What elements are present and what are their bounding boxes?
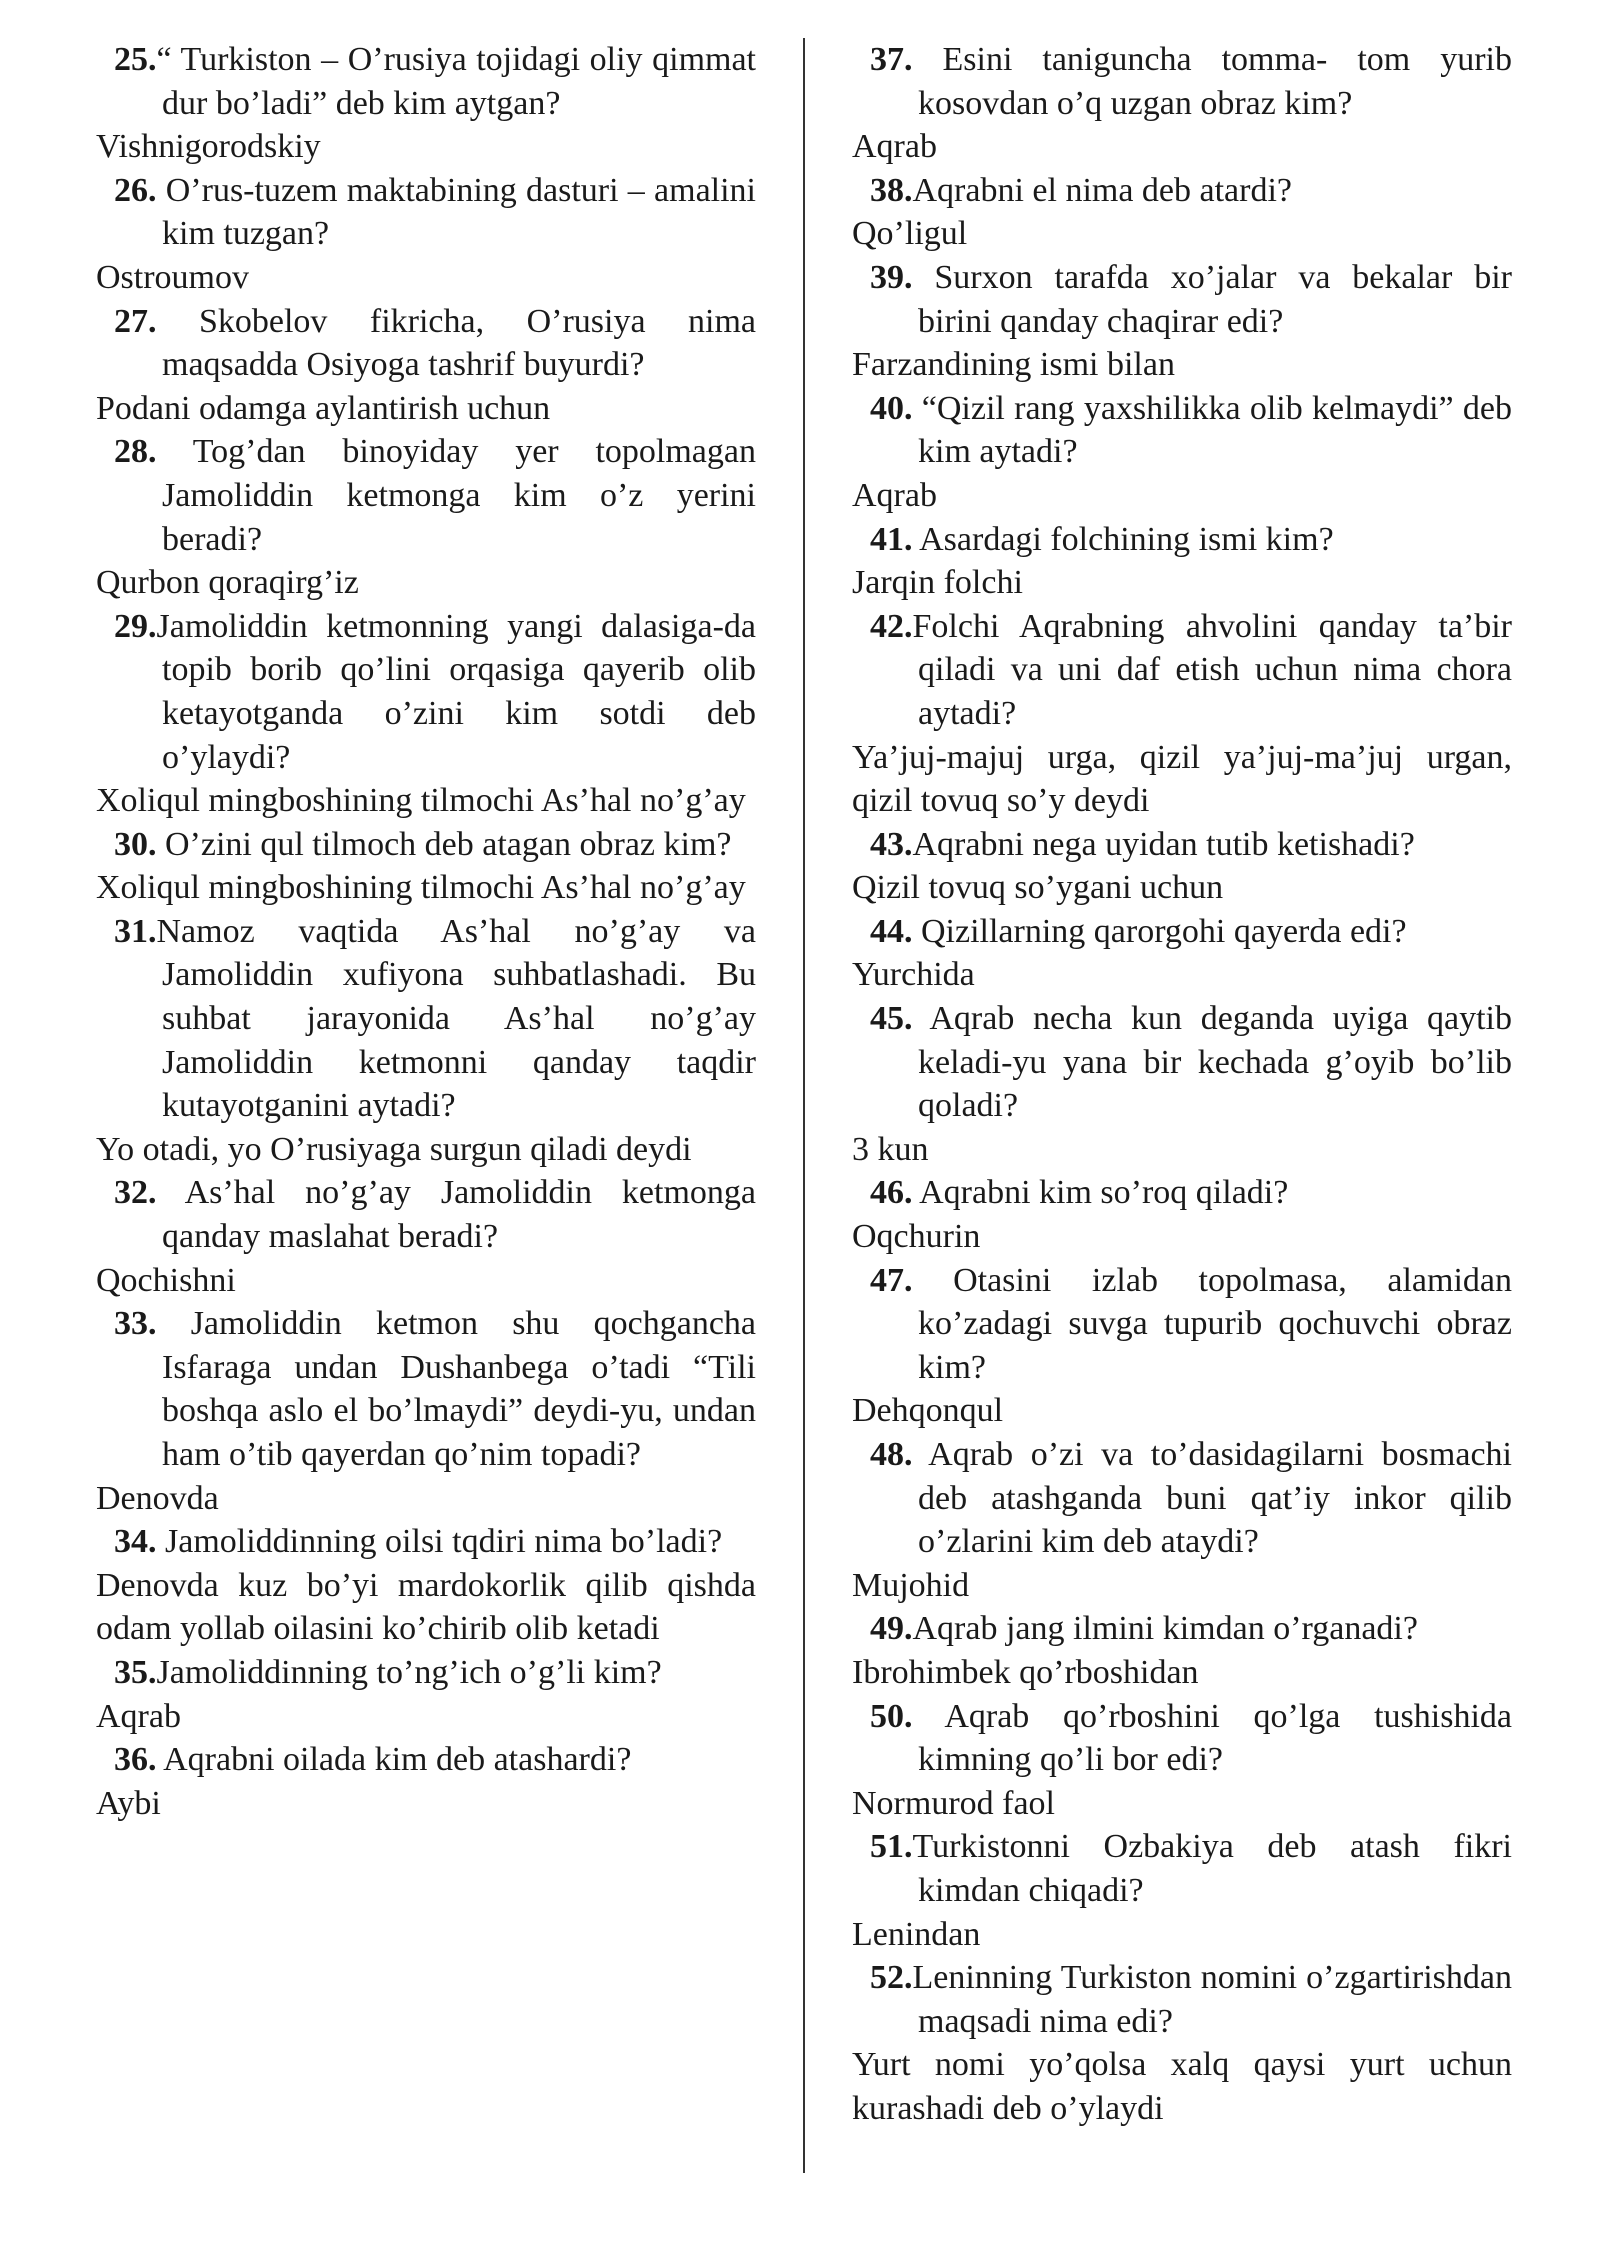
question-text: Aqrab necha kun deganda uyiga qaytib keladi-yu yana bir kechada g’oyib bo’lib qoladi?	[912, 1000, 1512, 1125]
question-number: 48.	[870, 1436, 913, 1473]
question	[852, 256, 1512, 343]
question-text: As’hal no’g’ay Jamoliddin ketmonga qanday maslahat beradi?	[156, 1174, 756, 1256]
qa-item-33	[96, 1302, 756, 1520]
question-text: Otasini izlab topolmasa, alamidan ko’zadagi suvga tupurib qochuvchi obraz kim?	[912, 1261, 1512, 1386]
answer: Dehqonqul	[852, 1392, 1004, 1430]
question	[852, 518, 1512, 562]
question-text: Qizillarning qarorgohi qayerda edi?	[912, 912, 1407, 950]
qa-item-38	[852, 169, 1512, 256]
answer: Yurchida	[852, 956, 975, 994]
answer: Ibrohimbek qo’rboshidan	[852, 1653, 1199, 1691]
qa-item-44	[852, 910, 1512, 997]
question-number: 49.	[870, 1610, 913, 1648]
question	[96, 1738, 756, 1782]
question-number: 47.	[870, 1261, 913, 1299]
qa-item-31	[96, 910, 756, 1172]
question	[96, 1651, 756, 1695]
question-number: 38.	[870, 171, 913, 209]
answer: Oqchurin	[852, 1218, 981, 1256]
question-number: 25.	[114, 41, 157, 78]
question-text: Aqrabni oilada kim deb atashardi?	[156, 1741, 632, 1779]
qa-item-51	[852, 1825, 1512, 1956]
answer: Normurod faol	[852, 1784, 1056, 1822]
qa-item-47	[852, 1259, 1512, 1433]
answer: Vishnigorodskiy	[96, 128, 321, 166]
question-number: 50.	[870, 1697, 913, 1735]
answer: Xoliqul mingboshining tilmochi As’hal no’g’ay	[96, 869, 746, 907]
question-number: 27.	[114, 302, 157, 340]
question-number: 40.	[870, 389, 913, 427]
question-text: O’rus-tuzem maktabining dasturi – amalini kim tuzgan?	[156, 171, 756, 253]
column-divider	[803, 38, 805, 2173]
answer: Aqrab	[96, 1697, 181, 1735]
question-text: Aqrabni el nima deb atardi?	[912, 171, 1293, 209]
question-text: Asardagi folchining ismi kim?	[912, 520, 1334, 558]
question-number: 44.	[870, 912, 913, 950]
question-number: 35.	[114, 1653, 157, 1691]
answer: Qochishni	[96, 1261, 236, 1299]
question-number: 42.	[870, 607, 913, 645]
answer: Ya’juj-majuj urga, qizil ya’juj-ma’juj urgan, qizil tovuq so’y deydi	[852, 738, 1512, 820]
answer: Yurt nomi yo’qolsa xalq qaysi yurt uchun kurashadi deb o’ylaydi	[852, 2046, 1512, 2127]
question	[96, 38, 756, 125]
question-text: Aqrab o’zi va to’dasidagilarni bosmachi deb atashganda buni qat’iy inkor qilib o’zlarini kim deb ataydi?	[912, 1436, 1512, 1561]
qa-item-43	[852, 823, 1512, 910]
question-text: Folchi Aqrabning ahvolini qanday ta’bir qiladi va uni daf etish uchun nima chora aytadi?	[912, 607, 1512, 732]
question-text: Jamoliddin ketmon shu qochgancha Isfaraga undan Dushanbega o’tadi “Tili boshqa aslo el bo’lmaydi” deydi-yu, undan ham o’tib qayerdan qo’nim topadi?	[156, 1305, 756, 1473]
answer: Jarqin folchi	[852, 564, 1023, 602]
answer: Qo’ligul	[852, 215, 968, 253]
question-number: 32.	[114, 1174, 157, 1212]
question	[852, 387, 1512, 474]
question-text: Aqrabni nega uyidan tutib ketishadi?	[912, 825, 1415, 863]
question-number: 51.	[870, 1828, 913, 1866]
question-number: 33.	[114, 1305, 157, 1343]
answer: Denovda kuz bo’yi mardokorlik qilib qishda odam yollab oilasini ko’chirib olib ketadi	[96, 1566, 756, 1648]
question-text: Aqrab qo’rboshini qo’lga tushishida kimning qo’li bor edi?	[912, 1697, 1512, 1779]
question	[852, 169, 1512, 213]
question-number: 30.	[114, 825, 157, 863]
answer: Aqrab	[852, 128, 937, 166]
question-number: 29.	[114, 607, 157, 645]
qa-item-32	[96, 1171, 756, 1302]
answer: 3 kun	[852, 1130, 929, 1168]
question	[852, 997, 1512, 1128]
qa-item-39	[852, 256, 1512, 387]
question	[96, 823, 756, 867]
question-text: Aqrab jang ilmini kimdan o’rganadi?	[912, 1610, 1418, 1648]
answer: Mujohid	[852, 1566, 970, 1604]
question-text: Surxon tarafda xo’jalar va bekalar bir birini qanday chaqirar edi?	[912, 258, 1512, 340]
question-number: 37.	[870, 41, 913, 78]
qa-item-41	[852, 518, 1512, 605]
question	[96, 910, 756, 1128]
question	[852, 910, 1512, 954]
answer: Denovda	[96, 1479, 219, 1517]
question-number: 36.	[114, 1741, 157, 1779]
question	[96, 300, 756, 387]
question-text: Skobelov fikricha, O’rusiya nima maqsadda Osiyoga tashrif buyurdi?	[156, 302, 756, 384]
answer: Lenindan	[852, 1915, 981, 1953]
question	[96, 430, 756, 561]
question	[852, 38, 1512, 125]
question	[852, 1607, 1512, 1651]
question-number: 39.	[870, 258, 913, 296]
question-text: “Qizil rang yaxshilikka olib kelmaydi” deb kim aytadi?	[912, 389, 1512, 471]
question-text: O’zini qul tilmoch deb atagan obraz kim?	[156, 825, 732, 863]
question-number: 34.	[114, 1523, 157, 1561]
question	[852, 1259, 1512, 1390]
answer: Aqrab	[852, 476, 937, 514]
answer: Aybi	[96, 1784, 161, 1822]
qa-item-50	[852, 1695, 1512, 1826]
answer: Qizil tovuq so’ygani uchun	[852, 869, 1224, 907]
left-column	[96, 38, 756, 1825]
question-text: Jamoliddinning oilsi tqdiri nima bo’ladi?	[156, 1523, 723, 1561]
answer: Ostroumov	[96, 258, 249, 296]
qa-item-28	[96, 430, 756, 604]
question-number: 45.	[870, 1000, 913, 1038]
question-number: 26.	[114, 171, 157, 209]
qa-item-35	[96, 1651, 756, 1738]
answer: Qurbon qoraqirg’iz	[96, 564, 359, 602]
question	[96, 1520, 756, 1564]
question-number: 41.	[870, 520, 913, 558]
qa-item-46	[852, 1171, 1512, 1258]
question-text: Leninning Turkiston nomini o’zgartirishdan maqsadi nima edi?	[912, 1959, 1512, 2040]
qa-item-49	[852, 1607, 1512, 1694]
answer: Yo otadi, yo O’rusiyaga surgun qiladi deydi	[96, 1130, 692, 1168]
question-text: “ Turkiston – O’rusiya tojidagi oliy qimmat dur bo’ladi” deb kim aytgan?	[156, 41, 756, 122]
question-text: Turkistonni Ozbakiya deb atash fikri kimdan chiqadi?	[912, 1828, 1512, 1909]
qa-item-30	[96, 823, 756, 910]
question-number: 28.	[114, 433, 157, 471]
qa-item-48	[852, 1433, 1512, 1607]
question-text: Esini taniguncha tomma- tom yurib kosovdan o’q uzgan obraz kim?	[912, 41, 1512, 122]
qa-item-26	[96, 169, 756, 300]
question	[852, 605, 1512, 736]
question	[852, 1171, 1512, 1215]
qa-item-34	[96, 1520, 756, 1651]
answer: Farzandining ismi bilan	[852, 346, 1175, 384]
question	[852, 1825, 1512, 1912]
qa-item-25	[96, 38, 756, 169]
question-text: Aqrabni kim so’roq qiladi?	[912, 1174, 1289, 1212]
qa-item-36	[96, 1738, 756, 1825]
answer: Xoliqul mingboshining tilmochi As’hal no’g’ay	[96, 782, 746, 820]
question-text: Namoz vaqtida As’hal no’g’ay va Jamoliddin xufiyona suhbatlashadi. Bu suhbat jarayonida As’hal no’g’ay Jamoliddin ketmonni qanday taqdir kutayotganini aytadi?	[156, 912, 756, 1125]
qa-item-27	[96, 300, 756, 431]
qa-item-29	[96, 605, 756, 823]
question	[96, 605, 756, 779]
question-text: Tog’dan binoyiday yer topolmagan Jamoliddin ketmonga kim o’z yerini beradi?	[156, 433, 756, 558]
question	[852, 823, 1512, 867]
question-number: 52.	[870, 1959, 913, 1997]
question-text: Jamoliddin ketmonning yangi dalasiga-da topib borib qo’lini orqasiga qayerib olib ketayotganda o’zini kim sotdi deb o’ylaydi?	[156, 607, 756, 776]
qa-item-37	[852, 38, 1512, 169]
question	[96, 1302, 756, 1476]
qa-item-45	[852, 997, 1512, 1171]
question	[852, 1695, 1512, 1782]
question	[852, 1433, 1512, 1564]
question	[96, 169, 756, 256]
question-number: 46.	[870, 1174, 913, 1212]
question-number: 43.	[870, 825, 913, 863]
question	[96, 1171, 756, 1258]
question-text: Jamoliddinning to’ng’ich o’g’li kim?	[156, 1653, 662, 1691]
qa-item-40	[852, 387, 1512, 518]
qa-item-42	[852, 605, 1512, 823]
question	[852, 1956, 1512, 2043]
answer: Podani odamga aylantirish uchun	[96, 389, 551, 427]
qa-item-52	[852, 1956, 1512, 2130]
question-number: 31.	[114, 912, 157, 950]
right-column	[852, 38, 1512, 2131]
